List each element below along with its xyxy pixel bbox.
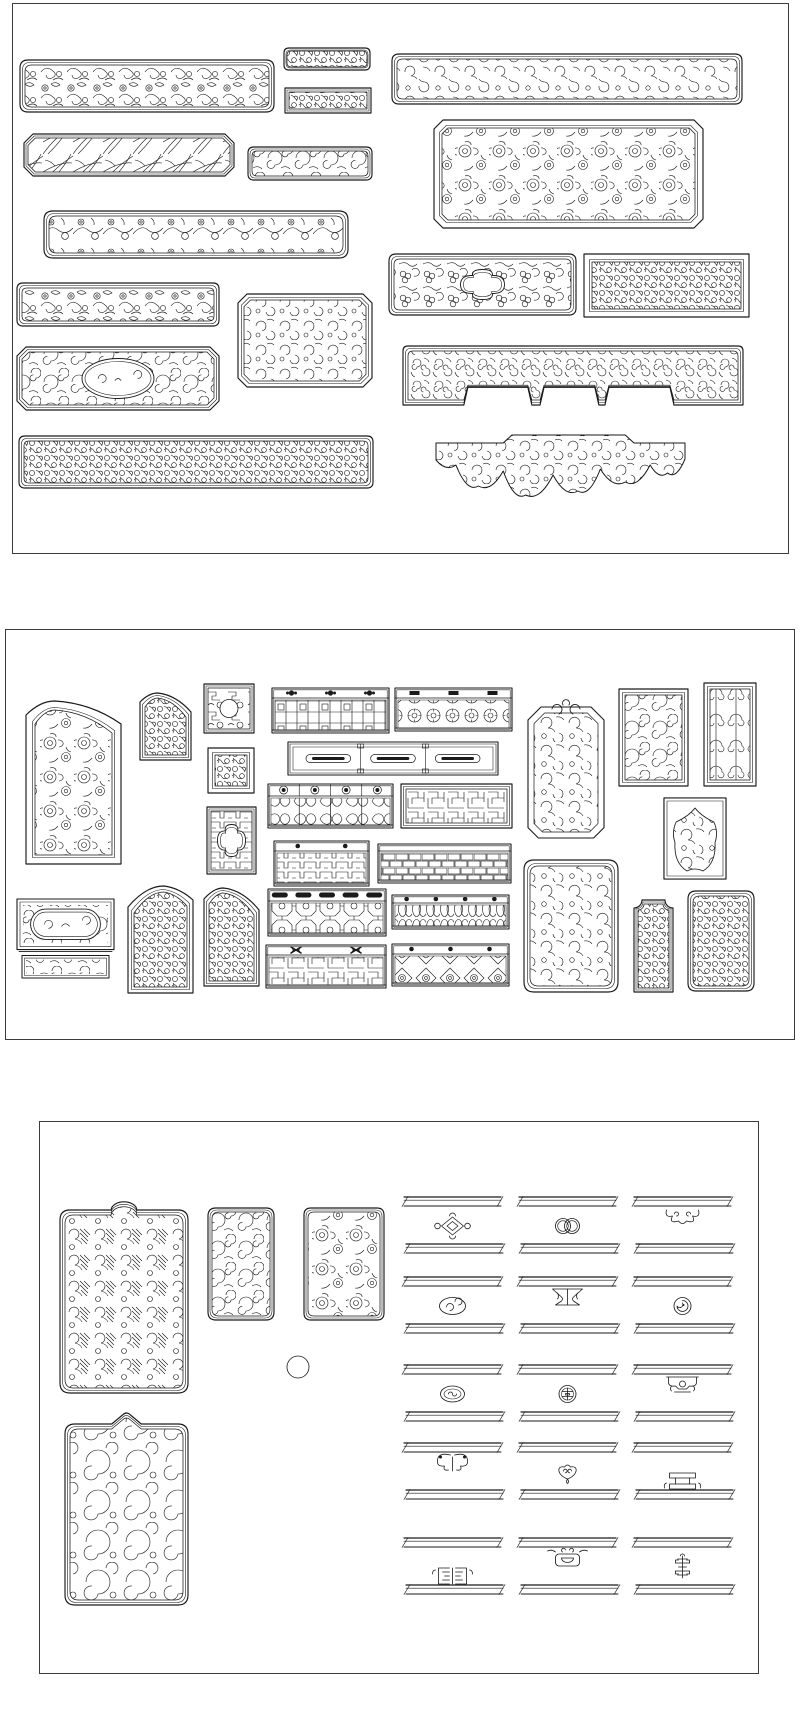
sheet-3 xyxy=(39,1121,759,1674)
rail-brick xyxy=(378,844,511,883)
grape-quatrefoil-panel xyxy=(389,254,576,315)
beam-segment-r1-c2 xyxy=(517,1197,620,1254)
rail-interlace xyxy=(268,784,393,828)
scroll-plaque xyxy=(208,1208,274,1320)
small-strip-2 xyxy=(285,88,371,113)
rail-fret xyxy=(274,841,369,886)
blossom-panel xyxy=(17,283,219,326)
rail-octagon-rings xyxy=(268,889,386,936)
rail-window-lattice xyxy=(272,688,389,733)
rail-rosettes xyxy=(395,688,512,731)
beam-segment-r1-c3 xyxy=(632,1197,735,1254)
sheet-2 xyxy=(5,629,795,1040)
beam-segment-r4-c3 xyxy=(632,1443,735,1500)
phoenix-plaque xyxy=(228,1349,309,1378)
beam-segment-r2-c3 xyxy=(632,1277,735,1334)
slant-peony-left xyxy=(128,886,193,993)
dragon-scroll-rail xyxy=(392,54,742,104)
dense-square xyxy=(208,748,254,793)
scroll-strip xyxy=(248,147,372,180)
double-dragon-panel xyxy=(619,689,688,786)
beam-segment-r4-c1 xyxy=(402,1443,505,1500)
lattice-cloud-square xyxy=(204,684,254,733)
beam-segment-r2-c1 xyxy=(402,1277,505,1334)
beam-capsule-slots xyxy=(288,742,498,775)
ruyi-medallion-panel xyxy=(664,798,726,879)
small-dense-panel xyxy=(688,891,754,991)
arch-chrys-panel xyxy=(26,701,121,864)
oval-medallion-panel xyxy=(17,347,219,410)
sheet-1-drawing xyxy=(13,4,790,555)
sheet-2-drawing xyxy=(6,630,796,1041)
sheet-3-drawing xyxy=(40,1122,760,1675)
medallion-base-panel xyxy=(17,899,114,978)
flower-vine-panel xyxy=(44,211,348,258)
cloud-valance xyxy=(436,435,685,496)
small-strip-1 xyxy=(284,48,370,70)
small-tablet xyxy=(634,900,673,992)
fret-maze-strip xyxy=(401,784,512,828)
rail-oval-rings xyxy=(392,895,509,929)
dragon-tablet xyxy=(60,1202,188,1393)
beam-segment-r4-c2 xyxy=(517,1443,620,1500)
slant-peony-right xyxy=(204,888,259,986)
slant-floral-small xyxy=(140,693,191,760)
orchid-panel xyxy=(24,134,234,176)
beam-segment-r1-c1 xyxy=(402,1197,505,1254)
dragon-medallion-plaque xyxy=(65,1413,188,1605)
long-floral-panel xyxy=(20,60,274,112)
scroll-cartouche xyxy=(528,700,604,838)
lattice-quatrefoil xyxy=(207,807,256,874)
beam-segment-r2-c2 xyxy=(517,1277,620,1334)
cloud-scroll-panel xyxy=(238,294,372,387)
rail-swastika xyxy=(266,945,386,988)
beam-segment-r5-c2 xyxy=(517,1538,620,1595)
bird-flower-panel xyxy=(434,120,703,228)
beam-segment-r3-c1 xyxy=(402,1365,505,1422)
apron-bracket-panel xyxy=(403,346,743,405)
rail-diamond xyxy=(392,944,509,986)
beam-segment-r3-c2 xyxy=(517,1365,620,1422)
dense-rose-panel xyxy=(584,254,749,317)
sheet-1 xyxy=(12,3,789,554)
dense-cloud-panel xyxy=(524,860,618,992)
beam-segment-r3-c3 xyxy=(632,1365,735,1422)
beam-motif-grid xyxy=(402,1197,735,1595)
peony-plaque xyxy=(304,1208,384,1320)
dense-long-panel xyxy=(19,436,373,488)
beam-segment-r5-c1 xyxy=(402,1538,505,1595)
narrow-phoenix-panel xyxy=(704,683,756,786)
beam-segment-r5-c3 xyxy=(632,1538,735,1595)
